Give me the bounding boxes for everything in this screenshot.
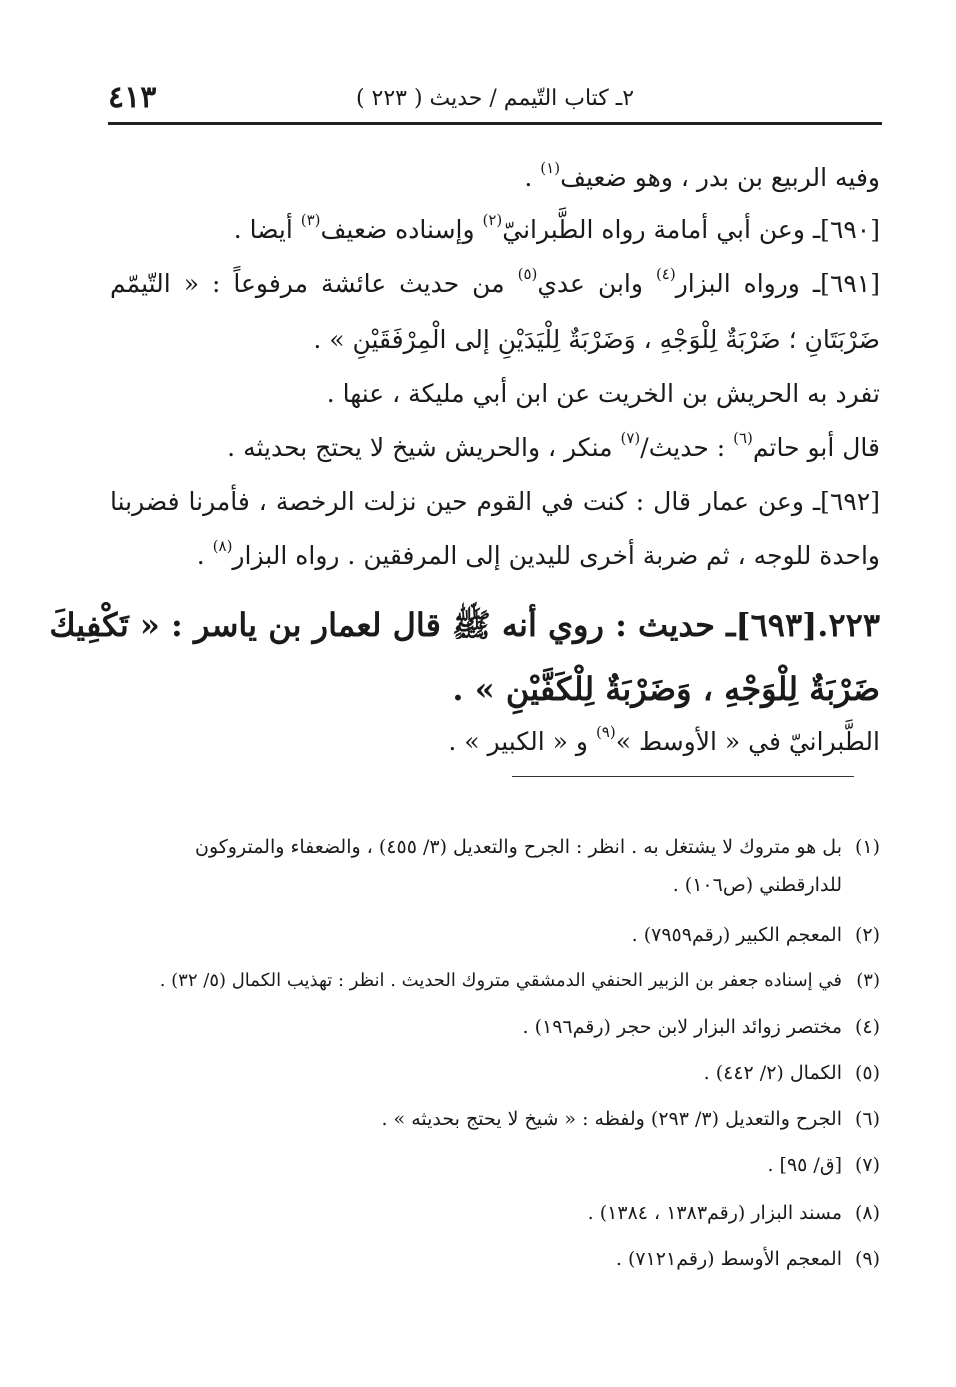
hadith-heading-line-1: ٢٢٣.[٦٩٣]ـ حديث : روي أنه ﷺ قال لعمار بن ياسر : « تَكْفِيكَ bbox=[49, 606, 880, 644]
footnote-2: (٢)المعجم الكبير (رقم٧٩٥٩) . bbox=[110, 920, 880, 950]
body-line-4: ضَرْبَتَانِ ؛ ضَرْبَةٌ لِلْوَجْهِ ، وَضَرْبَةٌ لِلْيَدَيْنِ إلى الْمِرْفَقَيْنِ » . bbox=[313, 325, 880, 354]
body-line-8: واحدة للوجه ، ثم ضربة أخرى لليدين إلى المرفقين . رواه البزار$^{(٨)}$ . bbox=[196, 536, 880, 570]
footnote-marker-9: (٩) bbox=[595, 722, 616, 741]
body-line-5: تفرد به الحريش بن الخريت عن ابن أبي مليكة ، عنها . bbox=[326, 379, 880, 408]
footnote-number: (٢) bbox=[854, 924, 880, 946]
footnote-4: (٤)مختصر زوائد البزار لابن حجر (رقم١٩٦) . bbox=[110, 1012, 880, 1042]
footnote-marker-8: (٨) bbox=[212, 536, 233, 555]
running-head: ٢ـ كتاب التّيمم / حديث ( ٢٢٣ ) bbox=[355, 86, 635, 111]
hadith-heading-line-2: ضَرْبَةٌ لِلْوَجْهِ ، وَضَرْبَةٌ لِلْكَفَّيْنِ » . bbox=[452, 670, 880, 708]
source-line: الطَّبرانيّ في « الأوسط »$^{(٩)}$ و « الكبير » . bbox=[448, 722, 880, 756]
body-line-6: قال أبو حاتم$^{(٦)}$ : حديث/$^{(٧)}$ منكر ، والحريش شيخ لا يحتج بحديثه . bbox=[227, 428, 880, 462]
footnote-5: (٥)الكمال (٢/ ٤٤٢) . bbox=[110, 1058, 880, 1088]
footnote-marker-7: (٧) bbox=[620, 428, 641, 447]
footnote-marker-2: (٢) bbox=[482, 210, 503, 229]
page-header bbox=[108, 78, 882, 125]
footnote-marker-3: (٣) bbox=[300, 210, 321, 229]
footnote-8: (٨)مسند البزار (رقم١٣٨٣ ، ١٣٨٤) . bbox=[110, 1198, 880, 1228]
footnote-6: (٦)الجرح والتعديل (٣/ ٢٩٣) ولفظه : « شيخ لا يحتج بحديثه » . bbox=[110, 1104, 880, 1134]
body-line-3: [٦٩١]ـ ورواه البزار$^{(٤)}$ وابن عدي$^{(٥)}$ من حديث عائشة مرفوعاً : « التّيمّم bbox=[110, 264, 880, 298]
footnote-number: (٥) bbox=[854, 1062, 880, 1084]
footnote-number: (٩) bbox=[854, 1248, 880, 1270]
footnote-marker-6: (٦) bbox=[733, 428, 753, 447]
body-line-1: وفيه الربيع بن بدر ، وهو ضعيف$^{(١)}$ . bbox=[524, 158, 880, 192]
footnote-separator bbox=[512, 776, 854, 777]
footnote-1-continuation: للدارقطني (ص١٠٦) . bbox=[672, 874, 842, 896]
footnote-number: (٦) bbox=[854, 1108, 880, 1130]
footnote-9: (٩)المعجم الأوسط (رقم٧١٢١) . bbox=[110, 1244, 880, 1274]
footnote-marker-4: (٤) bbox=[655, 264, 676, 283]
footnote-marker-1: (١) bbox=[540, 158, 561, 177]
body-line-2: [٦٩٠]ـ وعن أبي أمامة رواه الطَّبرانيّ$^{(٢)}$ وإسناده ضعيف$^{(٣)}$ أيضا . bbox=[233, 210, 880, 244]
footnote-3: (٣)في إسناده جعفر بن الزبير الحنفي الدمشقي متروك الحديث . انظر : تهذيب الكمال (٥/ ٣٢) . bbox=[100, 966, 880, 996]
footnote-1: (١)بل هو متروك لا يشتغل به . انظر : الجرح والتعديل (٣/ ٤٥٥) ، والضعفاء والمتروكون bbox=[110, 832, 880, 862]
footnote-number: (٧) bbox=[854, 1154, 880, 1176]
footnote-marker-5: (٥) bbox=[517, 264, 538, 283]
footnote-number: (٣) bbox=[856, 970, 880, 991]
footnote-number: (٤) bbox=[854, 1016, 880, 1038]
footnote-number: (١) bbox=[854, 836, 880, 858]
footnote-number: (٨) bbox=[854, 1202, 880, 1224]
page-number: ٤١٣ bbox=[108, 80, 157, 115]
footnote-7: (٧)[ق/ ٩٥] . bbox=[110, 1150, 880, 1180]
body-line-7: [٦٩٢]ـ وعن عمار قال : كنت في القوم حين نزلت الرخصة ، فأمرنا فضربنا bbox=[110, 487, 880, 516]
